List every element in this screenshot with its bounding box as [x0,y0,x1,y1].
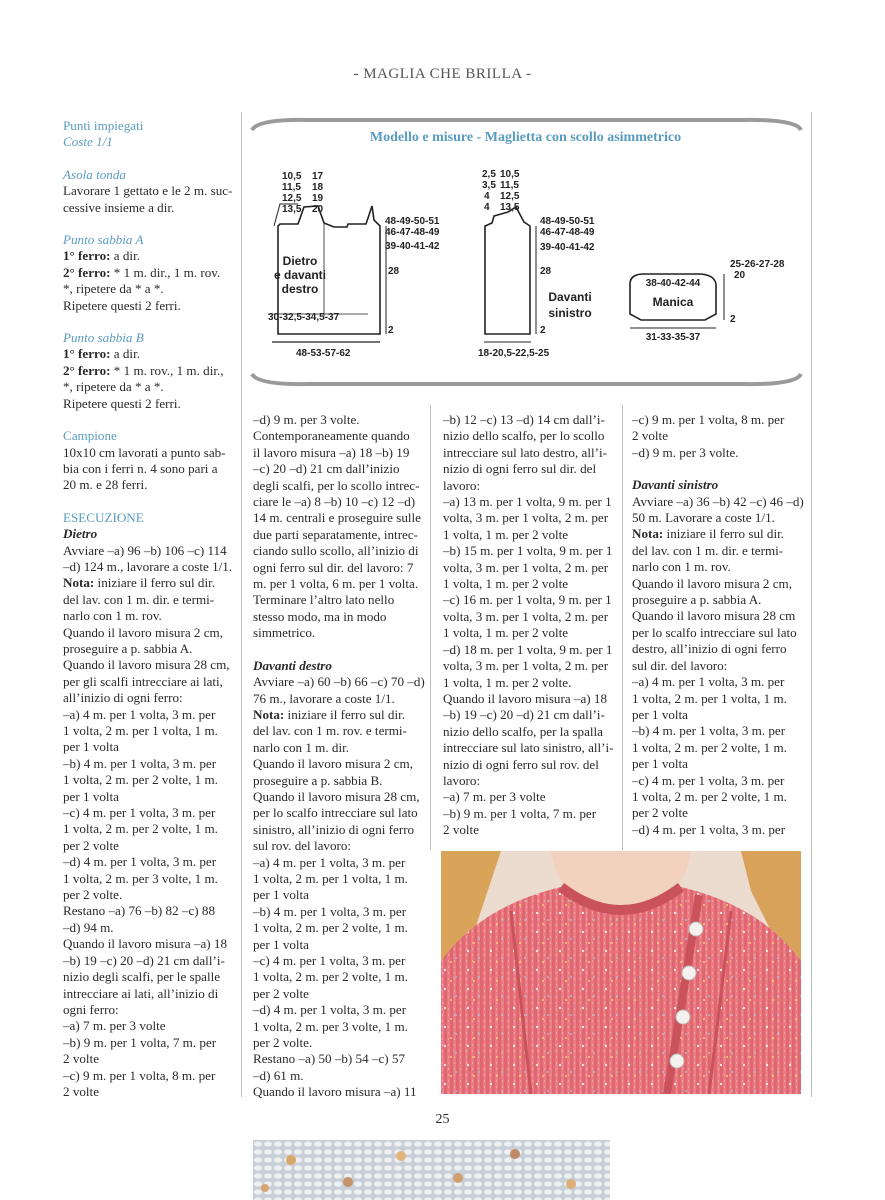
text-line: 1 volta, 1 m. per 2 volte [443,625,569,641]
text-line: –c) 4 m. per 1 volta, 3 m. per [253,953,406,968]
text-line: 14 m. centrali e proseguire sulle [253,510,421,526]
text-line: Quando il lavoro misura 2 cm, [632,575,793,591]
text-line: –d) 4 m. per 1 volta, 3 m. per [63,854,217,870]
davanti-top-right-1: 11,5 [500,180,519,191]
text-line: il lavoro misura –a) 18 –b) 19 [253,444,410,460]
text-line: intrecciare ai lati, all’inizio di [63,985,219,1001]
text-line: –c) 20 –d) 21 cm dall’inizio [253,461,400,477]
nota-line [632,526,804,542]
dietro-top-left-3: 13,5 [282,204,302,215]
dietro-h28: 28 [388,266,400,277]
text-line: sinistro, all’inizio di ogni ferro [253,821,415,837]
nota-text: iniziare il ferro sul dir. [663,526,784,542]
column-rule [622,405,623,850]
dietro-right-1: 46-47-48-49 [385,227,440,238]
text-line: –a) 7 m. per 3 volte [63,1018,166,1034]
dietro-inner: 30-32,5-34,5-37 [268,312,340,323]
text-line: 1 volta, 1 m. per 2 volte [443,526,569,542]
text-line: intrecciare sul lato sinistro, all’i- [443,740,614,756]
text-line: ciare le –a) 8 –b) 10 –c) 12 –d) [253,494,416,510]
column-rule [241,112,242,1097]
text-line: 1 volta, 2 m. per 1 volta, 1 m. [253,870,408,886]
davanti-top-left-3: 4 [484,202,490,213]
text-line: per lo scalfo intrecciare sul lato [253,805,418,821]
text-line: due parti separatamente, intrec- [253,526,419,542]
text-line: sul dir. del lavoro: [632,657,728,673]
nota-text: iniziare il ferro sul dir. [284,706,405,722]
stitch-title-sabbia-b: Punto sabbia B [63,330,144,346]
text-line: per 1 volta [632,756,688,772]
text-line: per 2 volte [253,985,309,1001]
text-line: 76 m., lavorare a coste 1/1. [253,690,395,706]
text-line: –a) 13 m. per 1 volta, 9 m. per 1 [443,494,612,510]
dietro-label-2: destro [281,282,319,296]
text-line: –b) 12 –c) 13 –d) 14 cm dall’i- [443,412,605,427]
text-line: per 2 volte [632,805,688,821]
text-line: 2 volte [63,1083,100,1099]
text-line: Ripetere questi 2 ferri. [63,297,181,313]
text-line: Avviare –a) 96 –b) 106 –c) 114 [63,542,227,558]
text-line: narlo con 1 m. dir. [253,739,350,755]
text-line: 1 volta, 2 m. per 2 volte, 1 m. [63,772,218,788]
davanti-right-0: 48-49-50-51 [540,216,595,227]
text-line: –a) 4 m. per 1 volta, 3 m. per [253,854,406,870]
text-line: Quando il lavoro misura –a) 18 [443,690,607,706]
davanti-h2: 2 [540,325,546,336]
text-line: –d) 4 m. per 1 volta, 3 m. per [253,1002,407,1018]
column-2 [253,412,425,1101]
dietro-top-left-1: 11,5 [282,182,301,193]
text-line: narlo con 1 m. rov. [63,608,162,624]
davanti-top-left-2: 4 [484,191,490,202]
davanti-top-left-0: 2,5 [482,169,496,180]
text-line: lavoro: [443,772,481,788]
text-line: 1 volta, 2 m. per 3 volte, 1 m. [253,1018,408,1034]
dietro-right-2: 39-40-41-42 [385,241,440,252]
row-label: 2° ferro: [63,264,111,280]
row-instruction [63,363,235,379]
text-line: per 1 volta [253,936,309,952]
text-line: per lo scalfo intrecciare sul lato [632,624,797,640]
davanti-bottom: 18-20,5-22,5-25 [478,348,550,359]
nota-label: Nota: [632,526,664,542]
text-line: volta, 3 m. per 1 volta, 2 m. per [443,608,609,624]
column-4 [632,412,804,838]
text-line: 10x10 cm lavorati a punto sab- [63,444,226,460]
text-line: –b) 9 m. per 1 volta, 7 m. per [63,1034,217,1050]
text-line: 1 volta, 1 m. per 2 volte. [443,674,572,690]
text-line: *, ripetere da * a *. [63,281,164,297]
section-title-punti: Punti impiegati [63,118,144,133]
text-line: proseguire a p. sabbia A. [632,592,762,608]
text-line: per 2 volte. [63,887,123,903]
dietro-label-0: Dietro [282,254,318,268]
text-line: 1 volta, 2 m. per 3 volte, 1 m. [63,870,218,886]
text-line: all’inizio di ogni ferro: [63,690,183,706]
text-line: 1 volta, 2 m. per 1 volta, 1 m. [63,723,218,738]
text-line: 1 volta, 2 m. per 2 volte, 1 m. [632,739,787,755]
sweater-illustration [441,851,801,1094]
text-line: –c) 9 m. per 1 volta, 8 m. per [63,1067,216,1083]
nota-line [253,707,425,723]
text-line: –b) 15 m. per 1 volta, 9 m. per 1 [443,543,613,559]
dietro-right-0: 48-49-50-51 [385,216,440,227]
stitch-title-asola: Asola tonda [63,166,126,182]
davanti-right-1: 46-47-48-49 [540,227,595,238]
piece-title-dietro: Dietro [63,526,98,542]
nota-label: Nota: [63,575,95,591]
frame-bottom-curve [252,374,801,384]
text-line: 1 volta, 2 m. per 2 volte, 1 m. [253,969,408,985]
swatch-texture [253,1140,610,1200]
text-line: Contemporaneamente quando [253,428,410,444]
text-line: degli scalfi, per lo scollo intrec- [253,477,420,493]
manica-top: 38-40-42-44 [645,278,701,289]
text-line: proseguire a p. sabbia B. [253,772,383,788]
text-line: per 2 volte. [253,1035,313,1051]
dietro-top-left-2: 12,5 [282,193,302,204]
text-line: 20 m. e 28 ferri. [63,477,148,493]
dietro-top-right-2: 19 [312,193,324,204]
text-line: –d) 18 m. per 1 volta, 9 m. per 1 [443,641,613,657]
section-title-esecuzione: ESECUZIONE [63,509,144,525]
diagram-panel [248,116,803,388]
dd-text [253,756,425,1101]
text-line: lavoro: [443,477,481,493]
manica-label: Manica [652,295,694,309]
text-line: Ripetere questi 2 ferri. [63,395,181,411]
text-line: bia con i ferri n. 4 sono pari a [63,460,218,476]
text-line: 1 volta, 1 m. per 2 volte [443,576,569,592]
text-line: nizio dello scalfo, per la spalla [443,723,603,739]
text-line: –a) 4 m. per 1 volta, 3 m. per [632,674,785,690]
text-line: –c) 16 m. per 1 volta, 9 m. per 1 [443,592,612,608]
text-line: 1 volta, 2 m. per 2 volte, 1 m. [253,920,408,936]
row-text: * 1 m. rov., 1 m. dir., [110,362,224,378]
dietro-bottom: 48-53-57-62 [296,348,351,359]
text-line: stesso modo, ma in modo [253,608,387,624]
davanti-label-1: sinistro [548,306,592,320]
row-label: 1° ferro: [63,346,111,362]
nota-line [63,575,235,591]
text-line: –d) 9 m. per 3 volte. [253,412,360,427]
piece-title-davanti-destro: Davanti destro [253,657,332,673]
diagram-title: Modello e misure - Maglietta con scollo asimmetrico [369,130,682,145]
dd-text-end [632,412,804,461]
dietro-text [63,625,235,1101]
dd-text [253,674,425,707]
davanti-top-right-3: 13,5 [500,202,520,213]
dietro-h2: 2 [388,325,394,336]
text-line: 1 volta, 2 m. per 1 volta, 1 m. [632,690,787,706]
stitch-title-sabbia-a: Punto sabbia A [63,232,144,248]
text-line: volta, 3 m. per 1 volta, 2 m. per [443,510,609,526]
text-line: –d) 9 m. per 3 volte. [632,444,739,460]
text-line: Restano –a) 50 –b) 54 –c) 57 [253,1051,405,1067]
text-line: volta, 3 m. per 1 volta, 2 m. per [443,658,609,674]
dietro-text-cont [253,412,425,642]
text-line: Quando il lavoro misura –a) 18 [63,936,227,952]
row-instruction [63,248,235,264]
text-line: –c) 9 m. per 1 volta, 8 m. per [632,412,785,427]
text-line: narlo con 1 m. rov. [632,559,731,575]
text-line: 50 m. Lavorare a coste 1/1. [632,510,775,526]
section-title-campione: Campione [63,428,117,444]
dietro-top-right-3: 20 [312,204,324,215]
text-line: –d) 124 m., lavorare a coste 1/1. [63,558,233,574]
stitch-title-coste: Coste 1/1 [63,134,113,150]
text-line: –b) 19 –c) 20 –d) 21 cm dall’i- [443,707,605,723]
manica-right-1: 20 [734,270,746,281]
text-line: Quando il lavoro misura –a) 11 [253,1084,417,1100]
davanti-label-0: Davanti [548,290,592,304]
text-line: del lav. con 1 m. dir. e termi- [632,542,784,558]
text-line: –b) 4 m. per 1 volta, 3 m. per [632,723,786,739]
text-line: per 1 volta [63,739,119,755]
ds-text [632,494,804,527]
text-line: –d) 94 m. [63,919,114,935]
text-line: m. per 1 volta, 6 m. per 1 volta. [253,576,419,592]
text-line: –b) 4 m. per 1 volta, 3 m. per [253,903,407,919]
sequin-swatch-image [253,1140,610,1200]
row-text: * 1 m. dir., 1 m. rov. [110,264,221,280]
text-line: –c) 4 m. per 1 volta, 3 m. per [632,772,785,788]
column-1 [63,118,235,1100]
page-number: 25 [435,1112,450,1127]
text-line: per 1 volta [632,706,688,722]
column-3 [443,412,617,839]
text-line: sul rov. del lavoro: [253,838,352,854]
text-line: Lavorare 1 gettato e le 2 m. suc- [63,183,233,199]
text-line: Avviare –a) 60 –b) 66 –c) 70 –d) [253,674,425,690]
manica-h2: 2 [730,314,736,325]
text-line: –b) 4 m. per 1 volta, 3 m. per [63,755,217,771]
text-line: simmetrico. [253,625,316,641]
text-line: 2 volte [63,1051,100,1067]
row-instruction [63,346,235,362]
text-line: volta, 3 m. per 1 volta, 2 m. per [443,559,609,575]
text-line: Quando il lavoro misura 28 cm, [63,657,230,673]
text-line: per 2 volte [63,837,119,853]
text-line: intrecciare sul lato destro, all’i- [443,444,607,460]
text-line: 2 volte [632,428,669,444]
text-line: per 1 volta [253,887,309,903]
text-line: Quando il lavoro misura 2 cm, [253,756,414,772]
text-line: nizio di ogni ferro sul dir. del [443,461,597,477]
manica-right-0: 25-26-27-28 [730,259,785,270]
ds-text [632,576,804,839]
manica-bottom: 31-33-35-37 [645,332,701,343]
text-line: nizio degli scalfi, per le spalle [63,969,221,985]
text-line: ciando sullo scollo, all’inizio di [253,543,419,559]
running-header: - MAGLIA CHE BRILLA - [353,66,532,82]
row-text: a dir. [110,346,140,362]
row-text: a dir. [110,248,140,264]
campione-text [63,445,235,494]
text-line: 2 volte [443,822,480,838]
text-line: nizio dello scalfo, per lo scollo [443,428,605,444]
text-line: per 1 volta [63,788,119,804]
davanti-top-right-2: 12,5 [500,191,520,202]
text-line: 1 volta, 2 m. per 2 volte, 1 m. [632,788,787,804]
nota-label: Nota: [253,706,285,722]
text-line: Terminare l’altro lato nello [253,592,395,608]
text-line: per gli scalfi intrecciare ai lati, [63,673,223,689]
davanti-right-2: 39-40-41-42 [540,242,595,253]
text-line: *, ripetere da * a *. [63,379,164,395]
text-line: destro, all’inizio di ogni ferro [632,641,787,657]
davanti-schematic [484,207,536,342]
davanti-top-right-0: 10,5 [500,169,520,180]
text-line: 1 volta, 2 m. per 2 volte, 1 m. [63,821,218,837]
text-line: –d) 61 m. [253,1067,304,1083]
text-line: –a) 4 m. per 1 volta, 3 m. per [63,706,216,722]
text-line: ogni ferro sul dir. del lavoro: 7 [253,559,414,575]
text-line: –c) 4 m. per 1 volta, 3 m. per [63,805,216,821]
row-label: 2° ferro: [63,362,111,378]
text-line: Quando il lavoro misura 28 cm [632,608,796,624]
text-line: proseguire a p. sabbia A. [63,640,193,656]
frame-top-curve [252,120,801,130]
text-line: Quando il lavoro misura 2 cm, [63,624,224,640]
row-instruction [63,265,235,281]
text-line: cessive insieme a dir. [63,199,175,215]
text-line: del lav. con 1 m. rov. e termi- [253,723,407,739]
column-rule [430,405,431,850]
text-line: –b) 9 m. per 1 volta, 7 m. per [443,805,597,821]
text-line: nizio di ogni ferro sul rov. del [443,756,599,772]
text-line: –a) 7 m. per 3 volte [443,789,546,805]
row-label: 1° ferro: [63,248,111,264]
piece-title-davanti-sinistro: Davanti sinistro [632,477,719,493]
nota-text: iniziare il ferro sul dir. [94,575,215,591]
dietro-top-left-0: 10,5 [282,171,302,182]
column-rule [811,112,812,1097]
text-line: Quando il lavoro misura 28 cm, [253,788,420,804]
text-line: Restano –a) 76 –b) 82 –c) 88 [63,903,215,919]
davanti-top-left-1: 3,5 [482,180,496,191]
dietro-text [63,543,235,576]
davanti-h28: 28 [540,266,552,277]
text-line: Avviare –a) 36 –b) 42 –c) 46 –d) [632,493,804,509]
text-line: ogni ferro: [63,1001,119,1017]
text-line: –d) 4 m. per 1 volta, 3 m. per [632,821,786,837]
text-line: –b) 19 –c) 20 –d) 21 cm dall’i- [63,952,225,968]
diagram-frame [248,116,803,388]
dietro-label-1: e davanti [273,268,327,282]
dietro-top-right-1: 18 [312,182,324,193]
dd-text-cont [443,412,617,839]
dietro-top-right-0: 17 [312,171,324,182]
sweater-photo [441,851,801,1094]
text-line: del lav. con 1 m. dir. e termi- [63,591,215,607]
